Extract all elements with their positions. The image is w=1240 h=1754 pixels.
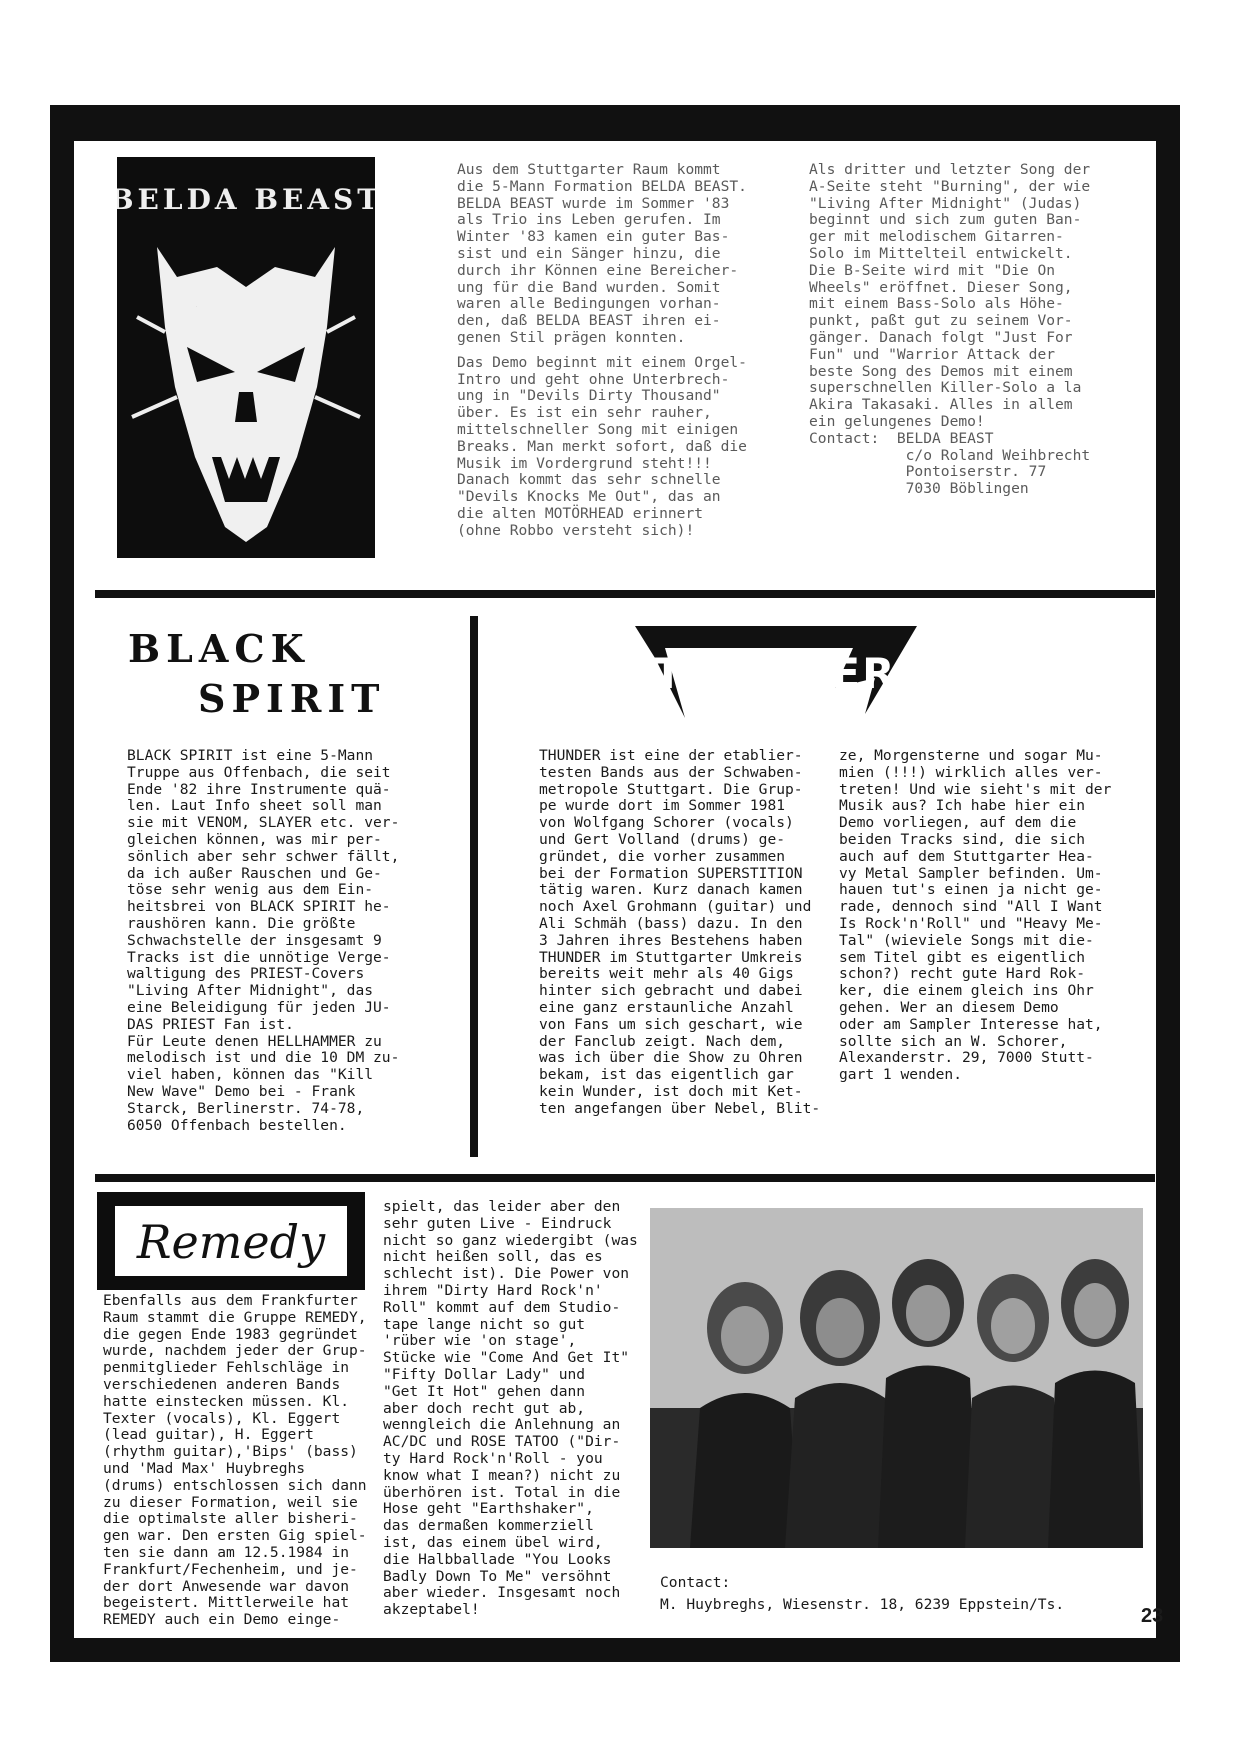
text-line: Pontoiserstr. 77 xyxy=(809,463,1047,481)
text-line: Roll" kommt auf dem Studio- xyxy=(383,1298,621,1316)
text-line: Tal" (wieviele Songs mit die- xyxy=(839,931,1094,949)
section-divider-1 xyxy=(95,590,1155,598)
belda-beast-logo xyxy=(117,157,375,558)
text-line: und Gert Volland (drums) ge- xyxy=(539,830,786,848)
text-line: 'rüber wie 'on stage', xyxy=(383,1332,577,1350)
text-line: ung in "Devils Dirty Thousand" xyxy=(457,387,721,405)
band-photo xyxy=(650,1208,1143,1548)
text-line: 6050 Offenbach bestellen. xyxy=(127,1116,347,1134)
black-spirit-title-line1: BLACK xyxy=(128,626,310,671)
text-line: beginnt und sich zum guten Ban- xyxy=(809,211,1082,229)
text-line: rade, dennoch sind "All I Want xyxy=(839,898,1103,916)
text-line: Truppe aus Offenbach, die seit xyxy=(127,763,391,781)
text-line: was ich über die Show zu Ohren xyxy=(539,1049,803,1067)
text-line: beiden Tracks sind, die sich xyxy=(839,830,1086,848)
text-line: Danach kommt das sehr schnelle xyxy=(457,471,721,489)
text-line: sehr guten Live - Eindruck xyxy=(383,1214,612,1232)
black-spirit-title-line2: SPIRIT xyxy=(198,676,386,721)
svg-text:Remedy: Remedy xyxy=(136,1215,326,1269)
text-line: bei der Formation SUPERSTITION xyxy=(539,864,803,882)
text-line: melodisch ist und die 10 DM zu- xyxy=(127,1049,400,1067)
text-line: (rhythm guitar),'Bips' (bass) xyxy=(103,1443,358,1461)
text-line: wurde, nachdem jeder der Grup- xyxy=(103,1342,367,1360)
text-line: da ich außer Rauschen und Ge- xyxy=(127,864,382,882)
text-line: gehen. Wer an diesem Demo xyxy=(839,998,1059,1016)
text-line: heitsbrei von BLACK SPIRIT he- xyxy=(127,898,391,916)
text-line: gleichen können, was mir per- xyxy=(127,830,382,848)
text-line: gart 1 wenden. xyxy=(839,1066,963,1084)
text-line: BELDA BEAST wurde im Sommer '83 xyxy=(457,194,730,212)
text-line: ung für die Band wurden. Somit xyxy=(457,278,721,296)
text-line: A-Seite steht "Burning", der wie xyxy=(809,177,1091,195)
text-line: die gegen Ende 1983 gegründet xyxy=(103,1325,358,1343)
text-line: ten angefangen über Nebel, Blit- xyxy=(539,1099,821,1117)
text-line: aber wieder. Insgesamt noch xyxy=(383,1584,621,1602)
text-line: von Fans um sich geschart, wie xyxy=(539,1015,803,1033)
text-line: sem Titel gibt es eigentlich xyxy=(839,948,1086,966)
text-line: Musik im Vordergrund steht!!! xyxy=(457,454,712,472)
text-line: "Devils Knocks Me Out", das an xyxy=(457,488,721,506)
text-line: Ali Schmäh (bass) dazu. In den xyxy=(539,914,803,932)
text-line: Für Leute denen HELLHAMMER zu xyxy=(127,1032,382,1050)
text-line: penmitglieder Fehlschläge in xyxy=(103,1359,350,1377)
text-line: tape lange nicht so gut xyxy=(383,1315,586,1333)
text-line: ihrem "Dirty Hard Rock'n' xyxy=(383,1281,603,1299)
text-line: "Fifty Dollar Lady" und xyxy=(383,1365,586,1383)
text-line: gänger. Danach folgt "Just For xyxy=(809,328,1073,346)
text-line: genen Stil prägen konnten. xyxy=(457,328,686,346)
text-line: akzeptabel! xyxy=(383,1601,480,1619)
text-line: ty Hard Rock'n'Roll - you xyxy=(383,1449,603,1467)
text-line: c/o Roland Weihbrecht xyxy=(809,446,1091,464)
remedy-text-col1 xyxy=(103,1293,367,1629)
text-line: über. Es ist ein sehr rauher, xyxy=(457,404,712,422)
text-line: gründet, die vorher zusammen xyxy=(539,847,786,865)
page-number: 23 xyxy=(1141,1605,1164,1627)
text-line: Ende '82 ihre Instrumente quä- xyxy=(127,780,391,798)
text-line: Starck, Berlinerstr. 74-78, xyxy=(127,1099,365,1117)
text-line: viel haben, können das "Kill xyxy=(127,1066,374,1084)
text-line: Hose geht "Earthshaker", xyxy=(383,1500,594,1518)
text-line: aber doch recht gut ab, xyxy=(383,1399,586,1417)
text-line: kein Wunder, ist doch mit Ket- xyxy=(539,1082,803,1100)
text-line: sollte sich an W. Schorer, xyxy=(839,1032,1068,1050)
text-line: auch auf dem Stuttgarter Hea- xyxy=(839,847,1094,865)
vertical-divider xyxy=(470,616,478,1157)
text-line: Winter '83 kamen ein guter Bas- xyxy=(457,228,730,246)
text-line: mittelschneller Song mit einigen xyxy=(457,420,739,438)
text-line: superschnellen Killer-Solo a la xyxy=(809,379,1082,397)
text-line: den, daß BELDA BEAST ihren ei- xyxy=(457,312,721,330)
text-line: Intro und geht ohne Unterbrech- xyxy=(457,370,730,388)
text-line: sist und ein Sänger hinzu, die xyxy=(457,244,721,262)
text-line: verschiedenen anderen Bands xyxy=(103,1375,341,1393)
black-spirit-text xyxy=(127,748,399,1134)
text-line: die optimalste aller bisheri- xyxy=(103,1510,358,1528)
text-line: testen Bands aus der Schwaben- xyxy=(539,763,803,781)
text-line: Akira Takasaki. Alles in allem xyxy=(809,396,1073,414)
text-line: die alten MOTÖRHEAD erinnert xyxy=(457,504,704,522)
text-line: 3 Jahren ihres Bestehens haben xyxy=(539,931,803,949)
text-line: Musik aus? Ich habe hier ein xyxy=(839,797,1086,815)
text-line: die Halbballade "You Looks xyxy=(383,1550,612,1568)
text-line: noch Axel Grohmann (guitar) und xyxy=(539,898,812,916)
text-line: hauen tut's einen ja nicht ge- xyxy=(839,881,1103,899)
text-line: Aus dem Stuttgarter Raum kommt xyxy=(457,161,721,178)
text-line: Texter (vocals), Kl. Eggert xyxy=(103,1409,341,1427)
text-line: begeistert. Mittlerweile hat xyxy=(103,1594,350,1612)
text-line: "Get It Hot" gehen dann xyxy=(383,1382,586,1400)
text-line: ten sie dann am 12.5.1984 in xyxy=(103,1543,350,1561)
text-line: nicht so ganz wiedergibt (was xyxy=(383,1231,638,1249)
text-line: pe wurde dort im Sommer 1981 xyxy=(539,797,786,815)
text-line: mit einem Bass-Solo als Höhe- xyxy=(809,295,1064,313)
text-line: oder am Sampler Interesse hat, xyxy=(839,1015,1103,1033)
text-line: BLACK SPIRIT ist eine 5-Mann xyxy=(127,747,374,764)
text-line: beste Song des Demos mit einem xyxy=(809,362,1073,380)
text-line: (drums) entschlossen sich dann xyxy=(103,1476,367,1494)
text-line: ist, das einem übel wird, xyxy=(383,1533,603,1551)
text-line: schlecht ist). Die Power von xyxy=(383,1265,630,1283)
text-line: hinter sich gebracht und dabei xyxy=(539,982,803,1000)
thunder-logo xyxy=(625,618,925,728)
text-line: vy Metal Sampler befinden. Um- xyxy=(839,864,1103,882)
text-line: "Living After Midnight" (Judas) xyxy=(809,194,1082,212)
text-line: know what I mean?) nicht zu xyxy=(383,1466,621,1484)
belda-beast-text-col2 xyxy=(809,162,1090,498)
text-line: Wheels" eröffnet. Dieser Song, xyxy=(809,278,1073,296)
text-line: raushören kann. Die größte xyxy=(127,914,356,932)
remedy-logo xyxy=(97,1192,365,1290)
svg-text:THUNDER: THUNDER xyxy=(653,649,897,698)
text-line: zu dieser Formation, weil sie xyxy=(103,1493,358,1511)
remedy-text-col2 xyxy=(383,1199,638,1619)
text-line: schon?) recht gute Hard Rok- xyxy=(839,965,1086,983)
text-line: Raum stammt die Gruppe REMEDY, xyxy=(103,1308,367,1326)
text-line: (ohne Robbo versteht sich)! xyxy=(457,521,695,539)
text-line: 7030 Böblingen xyxy=(809,480,1029,498)
text-line: THUNDER ist eine der etablier- xyxy=(539,747,803,764)
text-line: als Trio ins Leben gerufen. Im xyxy=(457,211,721,229)
text-line: metropole Stuttgart. Die Grup- xyxy=(539,780,803,798)
text-line: Fun" und "Warrior Attack der xyxy=(809,345,1056,363)
belda-beast-text-col1 xyxy=(457,162,747,540)
thunder-text-col1 xyxy=(539,748,820,1118)
text-line: durch ihr Können eine Bereicher- xyxy=(457,261,739,279)
text-line: len. Laut Info sheet soll man xyxy=(127,797,382,815)
lightning-bolt-icon xyxy=(625,618,925,728)
text-line: New Wave" Demo bei - Frank xyxy=(127,1082,356,1100)
thunder-text-col2 xyxy=(839,748,1111,1084)
text-line: Ebenfalls aus dem Frankfurter xyxy=(103,1292,358,1309)
text-line: und 'Mad Max' Huybreghs xyxy=(103,1459,306,1477)
text-line: ze, Morgensterne und sogar Mu- xyxy=(839,747,1103,764)
text-line: Die B-Seite wird mit "Die On xyxy=(809,261,1056,279)
text-line: eine ganz erstaunliche Anzahl xyxy=(539,998,794,1016)
text-line: Breaks. Man merkt sofort, daß die xyxy=(457,437,747,455)
text-line: punkt, paßt gut zu seinem Vor- xyxy=(809,312,1073,330)
text-line: Badly Down To Me" versöhnt xyxy=(383,1567,612,1585)
text-line: (lead guitar), H. Eggert xyxy=(103,1426,314,1444)
text-line: Schwachstelle der insgesamt 9 xyxy=(127,931,382,949)
text-line: waren alle Bedingungen vorhan- xyxy=(457,295,721,313)
text-line: Das Demo beginnt mit einem Orgel- xyxy=(457,353,747,371)
text-line: überhören ist. Total in die xyxy=(383,1483,621,1501)
text-line: treten! Und wie sieht's mit der xyxy=(839,780,1112,798)
remedy-contact-label: Contact: xyxy=(660,1574,731,1591)
text-line: waltigung des PRIEST-Covers xyxy=(127,965,365,983)
text-line: ger mit melodischem Gitarren- xyxy=(809,228,1064,246)
text-line: spielt, das leider aber den xyxy=(383,1198,621,1215)
text-line: die 5-Mann Formation BELDA BEAST. xyxy=(457,177,747,195)
text-line: gen war. Den ersten Gig spiel- xyxy=(103,1527,367,1545)
text-line: hatte einstecken müssen. Kl. xyxy=(103,1392,350,1410)
text-line: wenngleich die Anlehnung an xyxy=(383,1416,621,1434)
text-line: REMEDY auch ein Demo einge- xyxy=(103,1611,341,1629)
text-line: sie mit VENOM, SLAYER etc. ver- xyxy=(127,814,400,832)
text-line: töse sehr wenig aus dem Ein- xyxy=(127,881,374,899)
text-line: THUNDER im Stuttgarter Umkreis xyxy=(539,948,803,966)
text-line: Solo im Mittelteil entwickelt. xyxy=(809,244,1073,262)
text-line: Is Rock'n'Roll" und "Heavy Me- xyxy=(839,914,1103,932)
text-line: von Wolfgang Schorer (vocals) xyxy=(539,814,794,832)
remedy-contact-address: M. Huybreghs, Wiesenstr. 18, 6239 Eppstein/Ts. xyxy=(660,1596,1065,1613)
text-line: bekam, ist das eigentlich gar xyxy=(539,1066,794,1084)
svg-text:BELDA BEAST: BELDA BEAST xyxy=(117,183,375,216)
text-line: Stücke wie "Come And Get It" xyxy=(383,1349,630,1367)
text-line: ein gelungenes Demo! xyxy=(809,412,985,430)
demon-face-icon xyxy=(117,157,375,558)
text-line: das dermaßen kommerziell xyxy=(383,1517,594,1535)
text-line: tätig waren. Kurz danach kamen xyxy=(539,881,803,899)
text-line: DAS PRIEST Fan ist. xyxy=(127,1015,294,1033)
text-line: mien (!!!) wirklich alles ver- xyxy=(839,763,1103,781)
text-line: Contact: BELDA BEAST xyxy=(809,429,994,447)
text-line: ker, die einem gleich ins Ohr xyxy=(839,982,1094,1000)
band-photo-image xyxy=(650,1208,1143,1548)
text-line: eine Beleidigung für jeden JU- xyxy=(127,998,391,1016)
text-line: nicht heißen soll, das es xyxy=(383,1248,603,1266)
text-line: Demo vorliegen, auf dem die xyxy=(839,814,1077,832)
text-line: Frankfurt/Fechenheim, und je- xyxy=(103,1560,358,1578)
text-line: der Fanclub zeigt. Nach dem, xyxy=(539,1032,786,1050)
text-line: Tracks ist die unnötige Verge- xyxy=(127,948,391,966)
text-line: sönlich aber sehr schwer fällt, xyxy=(127,847,400,865)
text-line: Alexanderstr. 29, 7000 Stutt- xyxy=(839,1049,1094,1067)
text-line: bereits weit mehr als 40 Gigs xyxy=(539,965,794,983)
section-divider-2 xyxy=(95,1174,1155,1182)
text-line: AC/DC und ROSE TATOO ("Dir- xyxy=(383,1433,621,1451)
text-line: Als dritter und letzter Song der xyxy=(809,161,1091,178)
text-line: der dort Anwesende war davon xyxy=(103,1577,350,1595)
text-line: "Living After Midnight", das xyxy=(127,982,374,1000)
